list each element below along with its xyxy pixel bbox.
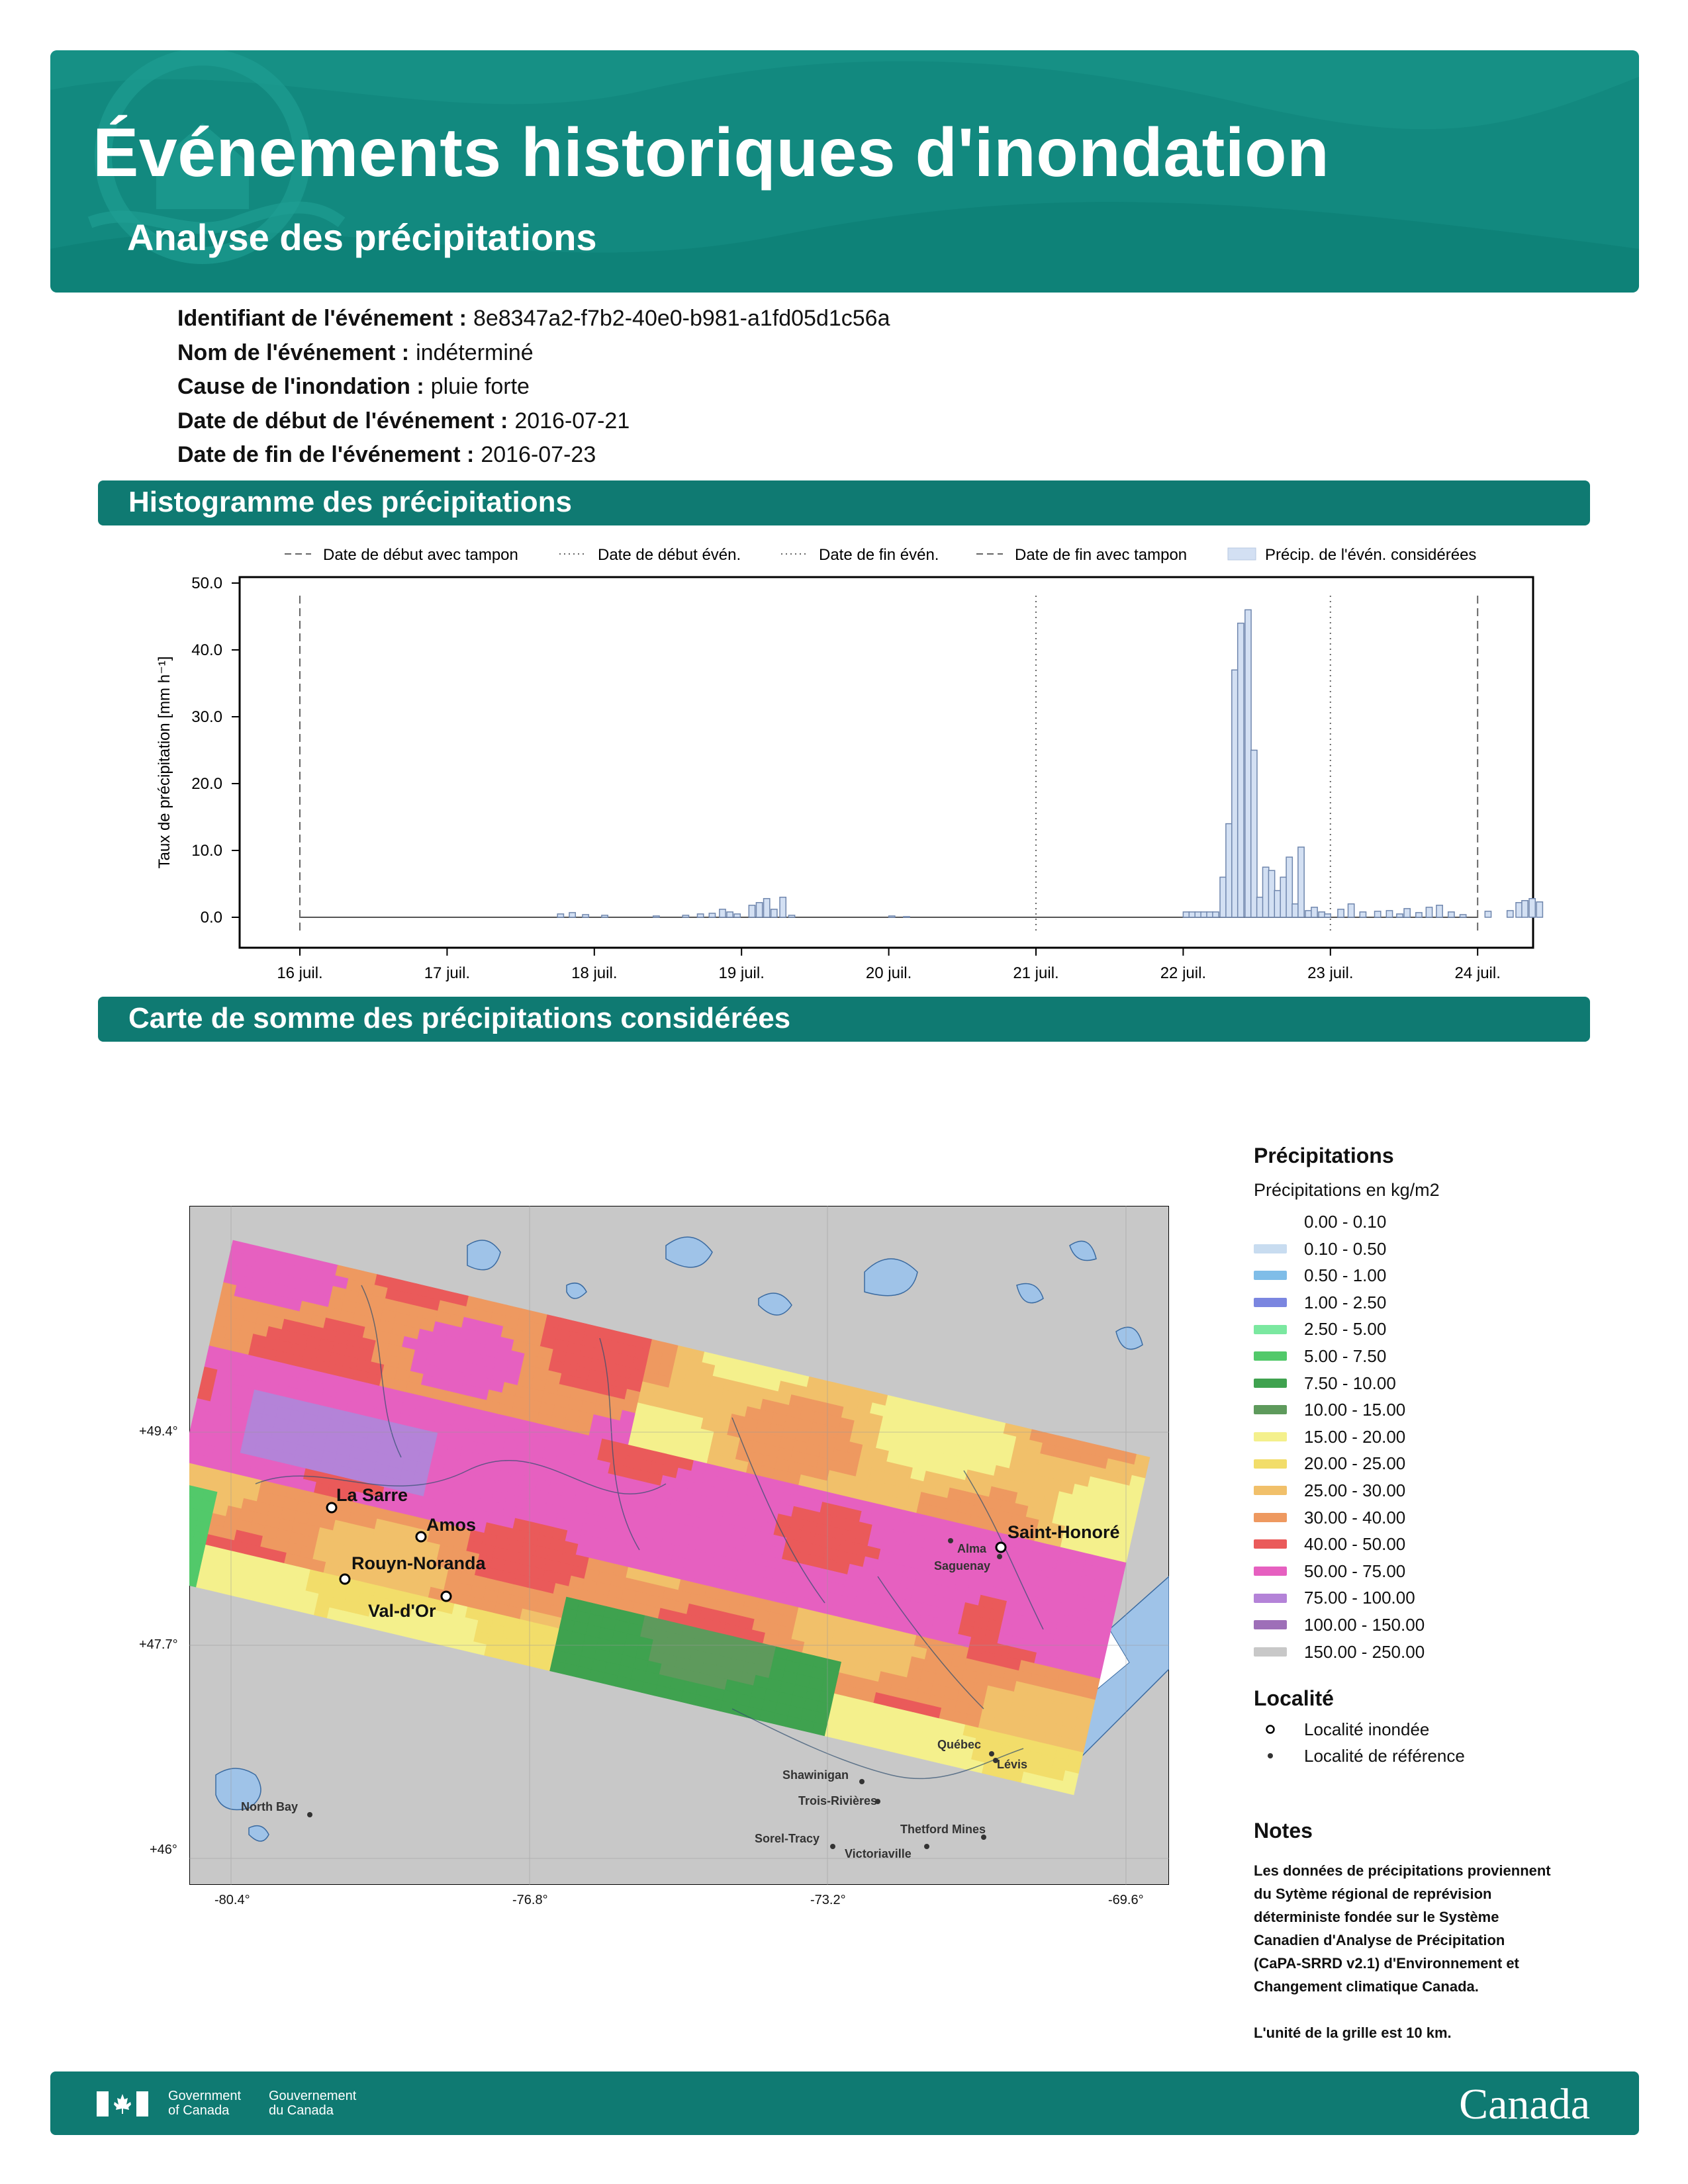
legend-swatch: [1254, 1647, 1287, 1657]
legend-item: [1254, 1370, 1624, 1397]
precip-bar-41: [1319, 912, 1325, 917]
event-name-value: indéterminé: [416, 340, 534, 365]
page-title: Événements historiques d'inondation: [93, 114, 1330, 191]
legend-patch-precip: [1228, 548, 1256, 560]
precip-bar-8: [720, 909, 726, 917]
map-xtick-4: -69.6°: [1108, 1893, 1144, 1907]
ref-trois-rivieres: Trois-Rivières: [798, 1794, 878, 1807]
locality-reference-label: Localité de référence: [1304, 1746, 1465, 1766]
precip-bar-53: [1448, 912, 1454, 917]
precip-bar-32: [1262, 867, 1268, 917]
locality-la-sarre: La Sarre: [336, 1485, 408, 1505]
locality-saint-honore: Saint-Honoré: [1008, 1522, 1120, 1542]
legend-label: 20.00 - 25.00: [1304, 1453, 1406, 1474]
flood-cause-label: Cause de l'inondation :: [177, 374, 424, 399]
legend-label: 10.00 - 15.00: [1304, 1400, 1406, 1420]
legend-label: 15.00 - 20.00: [1304, 1426, 1406, 1447]
precip-bar-48: [1397, 914, 1403, 917]
legend-swatch: [1254, 1271, 1287, 1280]
map-ytick-1: +49.4°: [139, 1424, 178, 1439]
notes-line-5: (CaPA-SRRD v2.1) d'Environnement et: [1254, 1955, 1519, 1972]
precip-bar-4: [653, 916, 659, 917]
notes-title: Notes: [1254, 1819, 1313, 1843]
precip-bar-35: [1280, 877, 1286, 917]
legend-label: 7.50 - 10.00: [1304, 1373, 1396, 1393]
legend-label-precip: Précip. de l'évén. considérées: [1265, 546, 1477, 564]
precip-bar-59: [1529, 899, 1535, 917]
x-tick-label-6: 22 juil.: [1160, 964, 1207, 982]
map-ytick-3: +46°: [150, 1843, 177, 1857]
legend-swatch: [1254, 1594, 1287, 1603]
legend-swatch: [1254, 1298, 1287, 1307]
legend-swatch: [1254, 1459, 1287, 1469]
legend-item: [1254, 1612, 1624, 1639]
legend-label: 0.50 - 1.00: [1304, 1265, 1387, 1286]
precip-bar-11: [749, 905, 755, 917]
legend-item: [1254, 1504, 1624, 1531]
precip-bar-20: [1189, 912, 1195, 917]
precip-bar-25: [1220, 877, 1226, 917]
gov-en-line-1: Government: [168, 2089, 242, 2103]
notes-line-2: du Sytème régional de reprévision: [1254, 1886, 1492, 1902]
precip-bar-31: [1257, 897, 1263, 917]
gov-fr-line-2: du Canada: [269, 2103, 334, 2118]
legend-subtitle: Précipitations en kg/m2: [1254, 1180, 1440, 1200]
notes-line-4: Canadien d'Analyse de Précipitation: [1254, 1932, 1505, 1948]
precip-bar-3: [602, 915, 608, 917]
precip-bar-52: [1436, 905, 1442, 917]
legend-item: [1254, 1450, 1624, 1477]
precip-bar-5: [682, 915, 688, 917]
gov-fr-line-1: Gouvernement: [269, 2089, 357, 2103]
legend-swatch: [1254, 1620, 1287, 1629]
legend-label: 100.00 - 150.00: [1304, 1614, 1425, 1635]
precip-bar-10: [734, 914, 740, 917]
precip-bar-50: [1416, 913, 1422, 917]
precip-bar-1: [569, 913, 575, 917]
start-date-label: Date de début de l'événement :: [177, 408, 508, 433]
legend-swatch: [1254, 1513, 1287, 1522]
gov-fr-text: [269, 2089, 356, 2118]
legend-item: [1254, 1584, 1624, 1612]
ref-saguenay: Saguenay: [934, 1559, 991, 1572]
ref-thetford-mines: Thetford Mines: [900, 1823, 986, 1836]
map-xtick-2: -76.8°: [512, 1893, 548, 1907]
locality-title: Localité: [1254, 1686, 1334, 1711]
x-tick-label-2: 18 juil.: [571, 964, 618, 982]
ref-north-bay: North Bay: [241, 1800, 299, 1813]
x-tick-label-4: 20 juil.: [865, 964, 912, 982]
x-tick-label-1: 17 juil.: [424, 964, 471, 982]
map-xtick-3: -73.2°: [810, 1893, 846, 1907]
y-tick-label-3: 30.0: [191, 708, 222, 726]
y-tick-label-5: 50.0: [191, 574, 222, 592]
precip-bar-56: [1507, 911, 1513, 917]
section-header-map: [98, 997, 1590, 1042]
precip-bar-55: [1485, 911, 1491, 917]
precip-bar-21: [1195, 912, 1201, 917]
precip-bar-33: [1268, 870, 1274, 917]
legend-label-start-event: Date de début évén.: [598, 546, 741, 564]
canada-flag-icon: [97, 2091, 148, 2116]
ref-quebec: Québec: [937, 1738, 982, 1751]
legend-label: 5.00 - 7.50: [1304, 1345, 1387, 1366]
legend-label: 30.00 - 40.00: [1304, 1507, 1406, 1527]
precip-bar-23: [1207, 912, 1213, 917]
precip-bar-60: [1536, 902, 1542, 917]
x-tick-label-3: 19 juil.: [718, 964, 765, 982]
precip-bar-17: [889, 916, 895, 917]
event-id-value: 8e8347a2-f7b2-40e0-b981-a1fd05d1c56a: [473, 306, 890, 331]
legend-item: [1254, 1316, 1624, 1343]
legend-items: [1254, 1208, 1624, 1665]
notes-line-6: Changement climatique Canada.: [1254, 1978, 1479, 1995]
precip-bar-7: [709, 913, 715, 917]
precip-bar-6: [697, 914, 703, 917]
legend-item: [1254, 1477, 1624, 1504]
end-date-value: 2016-07-23: [481, 442, 596, 467]
precip-bar-19: [1183, 912, 1189, 917]
legend-label: 75.00 - 100.00: [1304, 1588, 1415, 1608]
legend-item: [1254, 1396, 1624, 1424]
legend-label: 0.10 - 0.50: [1304, 1238, 1387, 1259]
event-id-label: Identifiant de l'événement :: [177, 306, 467, 331]
precip-bar-24: [1213, 912, 1219, 917]
legend-label-start-buffer: Date de début avec tampon: [323, 546, 518, 564]
locality-val-dor: Val-d'Or: [368, 1601, 436, 1621]
legend-swatch: [1254, 1244, 1287, 1253]
x-tick-label-7: 23 juil.: [1307, 964, 1354, 982]
legend-swatch: [1254, 1351, 1287, 1361]
precip-bar-34: [1274, 891, 1280, 917]
legend-item: [1254, 1289, 1624, 1316]
precip-bar-44: [1348, 904, 1354, 917]
chart-legend: [285, 546, 1476, 564]
flood-cause-value: pluie forte: [430, 374, 530, 399]
precip-bar-36: [1286, 857, 1292, 917]
precip-bar-49: [1404, 909, 1410, 917]
legend-swatch: [1254, 1217, 1287, 1226]
map-xtick-1: -80.4°: [214, 1893, 250, 1907]
x-axis: [277, 948, 1501, 982]
legend-label: 0.00 - 0.10: [1304, 1212, 1387, 1232]
precip-bar-42: [1325, 914, 1331, 917]
precip-bar-40: [1311, 907, 1317, 917]
precip-bar-15: [780, 897, 786, 917]
legend-label: 150.00 - 250.00: [1304, 1641, 1425, 1662]
end-date-label: Date de fin de l'événement :: [177, 442, 475, 467]
y-tick-label-4: 40.0: [191, 641, 222, 659]
legend-label: 25.00 - 30.00: [1304, 1480, 1406, 1500]
legend-label: 1.00 - 2.50: [1304, 1292, 1387, 1312]
legend-swatch: [1254, 1432, 1287, 1441]
locality-flooded-entry: [1254, 1716, 1624, 1743]
legend-item: [1254, 1424, 1624, 1451]
precip-bar-43: [1338, 909, 1344, 917]
locality-rouyn-noranda: Rouyn-Noranda: [352, 1553, 486, 1573]
precip-bar-37: [1292, 904, 1298, 917]
precip-bar-54: [1460, 915, 1466, 917]
precip-bar-14: [771, 909, 777, 917]
precipitation-histogram: [0, 0, 1688, 993]
ref-sorel-tracy: Sorel-Tracy: [755, 1832, 820, 1845]
legend-swatch: [1254, 1486, 1287, 1495]
ref-shawinigan: Shawinigan: [782, 1768, 849, 1782]
event-name-label: Nom de l'événement :: [177, 340, 410, 365]
precip-bar-51: [1426, 907, 1432, 917]
page-subtitle: Analyse des précipitations: [127, 216, 597, 258]
precip-bar-29: [1245, 610, 1251, 917]
y-axis-label: Taux de précipitation [mm h⁻¹]: [156, 656, 173, 869]
section-title-histogram: Histogramme des précipitations: [128, 486, 572, 518]
y-tick-label-1: 10.0: [191, 842, 222, 860]
precip-bar-22: [1201, 912, 1207, 917]
footer-banner: [50, 2071, 1639, 2135]
notes-line-3: déterministe fondée sur le Système: [1254, 1909, 1499, 1925]
precip-bar-0: [557, 914, 563, 917]
precip-bar-47: [1386, 911, 1392, 917]
legend-swatch: [1254, 1539, 1287, 1549]
legend-item: [1254, 1639, 1624, 1666]
legend-label-end-event: Date de fin évén.: [819, 546, 939, 564]
locality-reference-entry: [1254, 1743, 1624, 1769]
precip-bar-9: [727, 912, 733, 917]
plot-frame: [240, 577, 1533, 948]
precip-bar-57: [1516, 903, 1522, 917]
gov-en-text: [168, 2089, 241, 2118]
map-legend: [1254, 1144, 1624, 1769]
notes-text: [1254, 1859, 1611, 2044]
precip-bar-28: [1238, 623, 1244, 917]
legend-label: 40.00 - 50.00: [1304, 1534, 1406, 1555]
precip-bar-27: [1232, 670, 1238, 917]
precip-bar-12: [756, 903, 762, 917]
precip-bar-45: [1360, 912, 1366, 917]
legend-swatch: [1254, 1379, 1287, 1388]
legend-item: [1254, 1558, 1624, 1585]
precip-bar-16: [788, 915, 794, 917]
x-tick-label-5: 21 juil.: [1013, 964, 1059, 982]
legend-item: [1254, 1208, 1624, 1236]
legend-label: 50.00 - 75.00: [1304, 1561, 1406, 1581]
y-axis: [191, 574, 240, 927]
canada-wordmark: Canada: [1459, 2080, 1590, 2128]
y-tick-label-2: 20.0: [191, 775, 222, 793]
map-ytick-2: +47.7°: [139, 1637, 178, 1652]
x-tick-label-0: 16 juil.: [277, 964, 323, 982]
locality-flooded-label: Localité inondée: [1304, 1719, 1430, 1740]
gov-en-line-2: of Canada: [168, 2103, 230, 2118]
precipitation-map: [189, 1206, 1169, 1885]
legend-swatch: [1254, 1567, 1287, 1576]
notes-grid-unit: L'unité de la grille est 10 km.: [1254, 2025, 1452, 2041]
precip-bar-39: [1305, 911, 1311, 917]
precip-bar-46: [1375, 911, 1381, 917]
locality-amos: Amos: [426, 1515, 477, 1535]
legend-item: [1254, 1262, 1624, 1289]
precip-bar-2: [583, 915, 588, 917]
precip-bar-30: [1251, 751, 1257, 918]
legend-item: [1254, 1236, 1624, 1263]
ref-victoriaville: Victoriaville: [845, 1847, 912, 1860]
legend-item: [1254, 1531, 1624, 1558]
y-tick-label-0: 0.0: [200, 909, 222, 927]
notes-panel: [1254, 1819, 1611, 2044]
ref-levis: Lévis: [997, 1758, 1028, 1771]
precip-bar-38: [1298, 847, 1304, 917]
precip-bar-58: [1522, 901, 1528, 917]
legend-label-end-buffer: Date de fin avec tampon: [1015, 546, 1188, 564]
precip-bar-13: [764, 899, 770, 917]
start-date-value: 2016-07-21: [514, 408, 630, 433]
section-title-map: Carte de somme des précipitations considérées: [128, 1002, 791, 1034]
notes-line-1: Les données de précipitations proviennent: [1254, 1862, 1551, 1879]
ref-alma: Alma: [957, 1542, 987, 1555]
x-tick-label-8: 24 juil.: [1454, 964, 1501, 982]
precip-bar-26: [1226, 824, 1232, 917]
legend-swatch: [1254, 1405, 1287, 1414]
legend-item: [1254, 1343, 1624, 1370]
legend-title: Précipitations: [1254, 1144, 1394, 1167]
legend-label: 2.50 - 5.00: [1304, 1319, 1387, 1340]
legend-swatch: [1254, 1325, 1287, 1334]
